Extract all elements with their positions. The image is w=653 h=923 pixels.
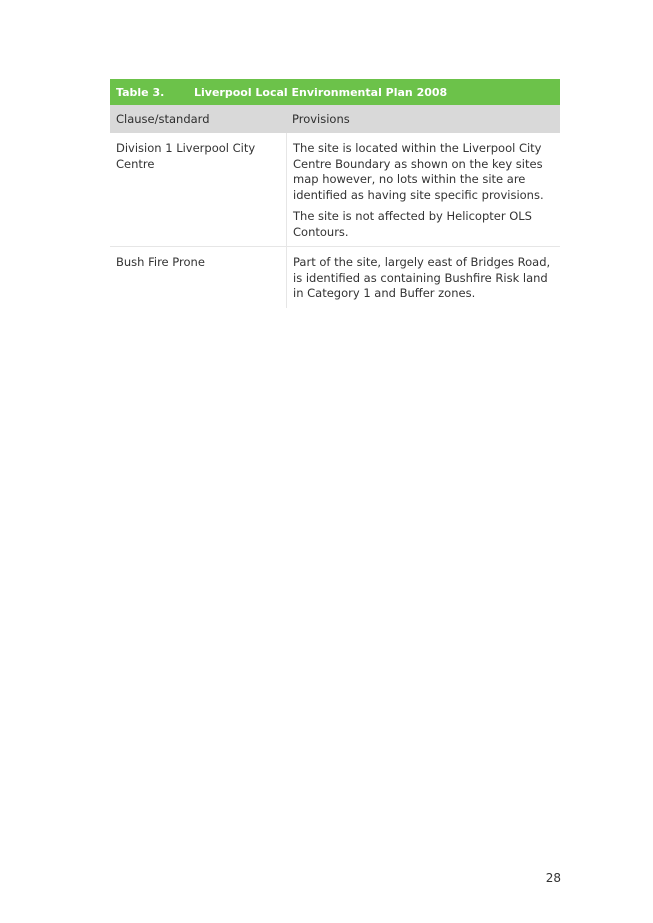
- clause-cell: Division 1 Liverpool City Centre: [116, 141, 256, 171]
- table-row: [110, 133, 560, 247]
- header-provisions: Provisions: [292, 112, 350, 126]
- provision-paragraph: The site is not affected by Helicopter OLS Contours.: [293, 209, 532, 239]
- clause-cell: Bush Fire Prone: [116, 255, 205, 269]
- table-title: Liverpool Local Environmental Plan 2008: [194, 85, 448, 99]
- provision-paragraph: The site is located within the Liverpool City Centre Boundary as shown on the key sites map however, no lots within the site are identified as having site specific provisions.: [293, 141, 544, 202]
- page-number: 28: [545, 871, 561, 885]
- lep-table: [110, 79, 560, 308]
- table-caption: [110, 79, 560, 105]
- provision-paragraph: Part of the site, largely east of Bridges Road, is identified as containing Bushfire Risk land in Category 1 and Buffer zones.: [293, 255, 551, 300]
- table-row: [110, 247, 560, 308]
- header-clause: Clause/standard: [116, 112, 210, 126]
- provisions-cell: [286, 133, 560, 246]
- table-number: Table 3.: [116, 85, 165, 99]
- provisions-cell: [286, 247, 560, 308]
- table-header-row: [110, 105, 560, 133]
